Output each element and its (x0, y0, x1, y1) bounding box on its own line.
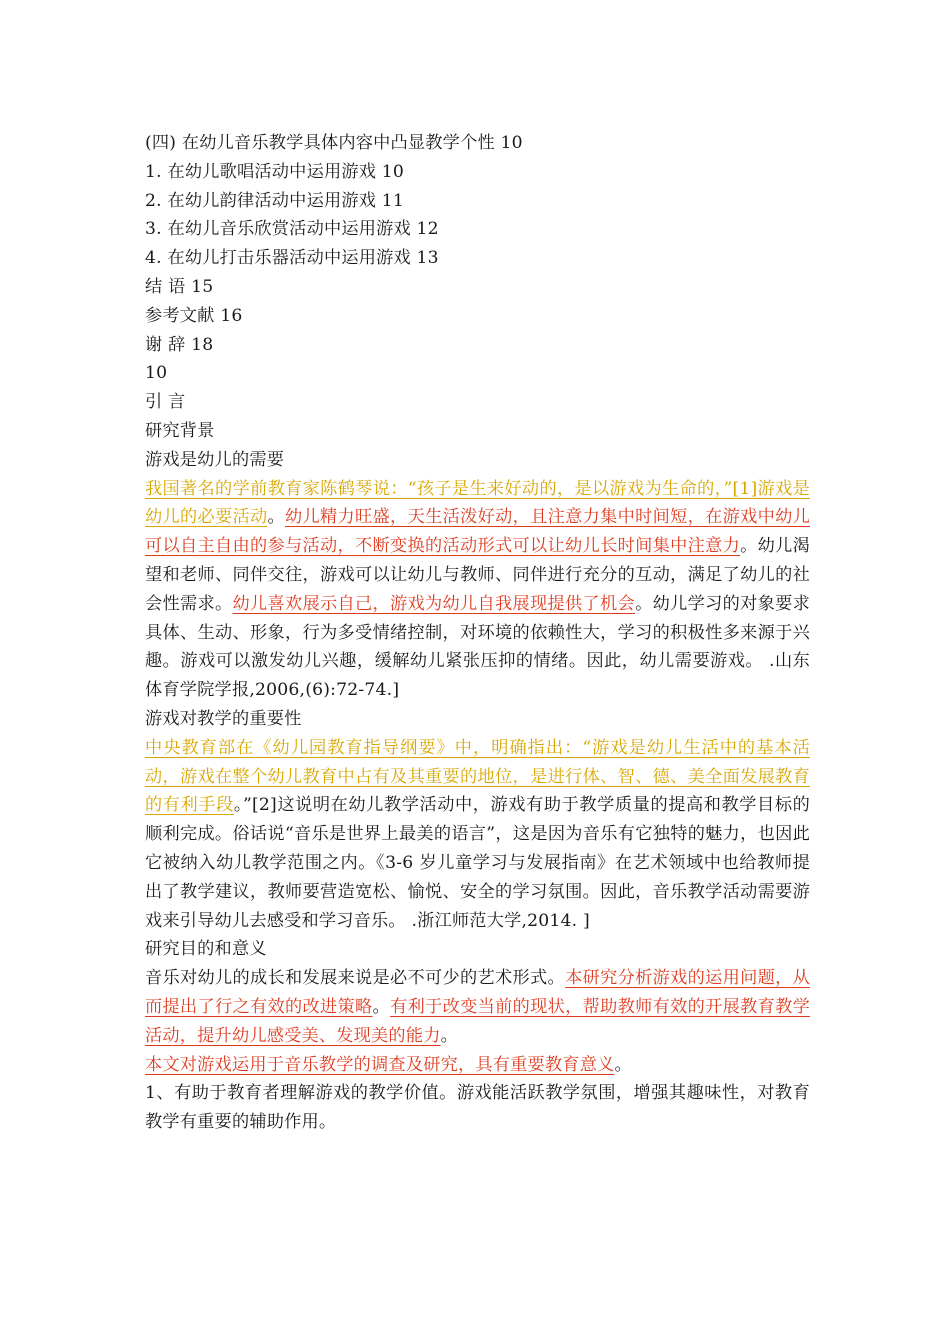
paragraph-need: 我国著名的学前教育家陈鹤琴说：“孩子是生来好动的，是以游戏为生命的，”[1]游戏是幼儿的必要活动。幼儿精力旺盛，天生活泼好动，且注意力集中时间短，在游戏中幼儿可以自主自由的参与活动，不断变换的活动形式可以让幼儿长时间集中注意力。幼儿渴望和老师、同伴交往，游戏可以让幼儿与教师、同伴进行充分的互动，满足了幼儿的社会性需求。幼儿喜欢展示自己，游戏为幼儿自我展现提供了机会。幼儿学习的对象要求具体、生动、形象，行为多受情绪控制，对环境的依赖性大，学习的积极性多来源于兴趣。游戏可以激发幼儿兴趣，缓解幼儿紧张压抑的情绪。因此，幼儿需要游戏。 .山东体育学院学报,2006,(6):72-74.] (145, 478, 811, 701)
highlight-red: 有利于改变当前的现状，帮助教师有效的开展教育教学活动，提升幼儿感受美、发现美的能力 (145, 996, 811, 1046)
highlight-quote: 我国著名的学前教育家陈鹤琴说：“孩子是生来好动的，是以游戏为生命的，”[1]游戏是幼儿的必要活动 (145, 478, 810, 528)
paragraph-importance: 中央教育部在《幼儿园教育指导纲要》中，明确指出：“游戏是幼儿生活中的基本活动，游戏在整个幼儿教育中占有及其重要的地位，是进行体、智、德、美全面发展教育的有利手段。”[2]这说明在幼儿教学活动中，游戏有助于教学质量的提高和教学目标的顺利完成。俗话说“音乐是世界上最美的语言”，这是因为音乐有它独特的魅力，也因此它被纳入幼儿教学范围之内。《3-6 岁儿童学习与发展指南》在艺术领域中也给教师提出了教学建议，教师要营造宽松、愉悦、安全的学习氛围。因此，音乐教学活动需要游戏来引导幼儿去感受和学习音乐。 .浙江师范大学,2014. ] (145, 737, 810, 931)
page-number: 10 (145, 363, 168, 384)
highlight-red: 幼儿精力旺盛，天生活泼好动，且注意力集中时间短，在游戏中幼儿可以自主自由的参与活动，不断变换的活动形式可以让幼儿长时间集中注意力 (145, 507, 811, 557)
toc-item-4-2: 2. 在幼儿韵律活动中运用游戏 11 (145, 190, 405, 211)
subheading-background: 研究背景 (145, 420, 215, 441)
section-heading-intro: 引 言 (145, 392, 186, 413)
toc-item-4: (四) 在幼儿音乐教学具体内容中凸显教学个性 10 (145, 133, 523, 153)
toc-thanks: 谢 辞 18 (145, 334, 214, 355)
highlight-red: 幼儿喜欢展示自己，游戏为幼儿自我展现提供了机会 (232, 593, 636, 614)
highlight-red: 本研究分析游戏的运用问题，从而提出了行之有效的改进策略 (145, 968, 810, 1017)
subheading-importance: 游戏对教学的重要性 (145, 708, 302, 729)
toc-conclusion: 结 语 15 (145, 276, 214, 297)
toc-item-4-3: 3. 在幼儿音乐欣赏活动中运用游戏 12 (145, 219, 439, 240)
document-page (145, 129, 810, 1137)
paragraph-purpose: 音乐对幼儿的成长和发展来说是必不可少的艺术形式。本研究分析游戏的运用问题，从而提出了行之有效的改进策略。有利于改变当前的现状，帮助教师有效的开展教育教学活动，提升幼儿感受美、发现美的能力。 (145, 968, 811, 1046)
paragraph-significance: 本文对游戏运用于音乐教学的调查及研究，具有重要教育意义。 (145, 1054, 632, 1075)
toc-references: 参考文献 16 (145, 305, 243, 326)
paragraph-point-1: 1、有助于教育者理解游戏的教学价值。游戏能活跃教学氛围，增强其趣味性，对教育教学有重要的辅助作用。 (145, 1083, 810, 1133)
toc-item-4-4: 4. 在幼儿打击乐器活动中运用游戏 13 (145, 248, 439, 269)
subheading-need: 游戏是幼儿的需要 (145, 449, 285, 470)
subheading-purpose: 研究目的和意义 (145, 939, 267, 960)
highlight-quote: 中央教育部在《幼儿园教育指导纲要》中，明确指出：“游戏是幼儿生活中的基本活动，游戏在整个幼儿教育中占有及其重要的地位，是进行体、智、德、美全面发展教育的有利手段 (145, 737, 810, 816)
toc-item-4-1: 1. 在幼儿歌唱活动中运用游戏 10 (145, 161, 405, 182)
highlight-red: 本文对游戏运用于音乐教学的调查及研究，具有重要教育意义 (145, 1054, 615, 1075)
